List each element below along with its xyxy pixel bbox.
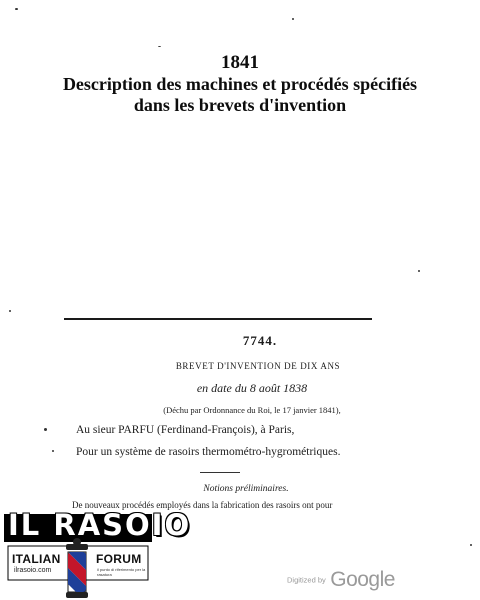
logo-site: ilrasoio.com bbox=[14, 567, 52, 574]
header-title-line-2: dans les brevets d'invention bbox=[133, 95, 347, 115]
horizontal-rule bbox=[64, 318, 372, 320]
logo-name: IL RASOIO bbox=[8, 508, 192, 542]
patent-number: 7744. bbox=[242, 333, 278, 348]
logo-tagline: il punto di riferimento per la rasatura bbox=[97, 567, 146, 577]
notions-heading: Notions préliminaires. bbox=[203, 484, 289, 494]
header-year: 1841 bbox=[221, 52, 259, 73]
scan-speck bbox=[158, 46, 161, 47]
il-rasoio-logo bbox=[4, 508, 192, 600]
scan-speck bbox=[15, 8, 18, 10]
short-divider bbox=[200, 472, 240, 473]
sieur-line: Au sieur PARFU (Ferdinand-François), à Paris, bbox=[76, 424, 295, 436]
digitized-label: Digitized by bbox=[287, 575, 326, 585]
brevet-heading: BREVET D'INVENTION DE DIX ANS bbox=[175, 361, 341, 371]
google-brand: Google bbox=[330, 568, 395, 591]
body-text-line: De nouveaux procédés employés dans la fabrication des rasoirs ont pour bbox=[72, 500, 333, 510]
scan-speck bbox=[470, 544, 472, 546]
scan-speck bbox=[44, 428, 47, 431]
date-line: en date du 8 août 1838 bbox=[196, 381, 308, 395]
scan-speck bbox=[9, 310, 11, 312]
page-header bbox=[0, 52, 480, 116]
logo-italian: ITALIAN bbox=[12, 552, 61, 566]
logo-forum: FORUM bbox=[96, 552, 142, 566]
scan-speck bbox=[52, 450, 54, 452]
header-title-line-1: Description des machines et procédés spécifiés bbox=[62, 74, 418, 94]
google-watermark bbox=[287, 568, 395, 592]
scan-speck bbox=[418, 270, 420, 272]
decheance-line: (Déchu par Ordonnance du Roi, le 17 janvier 1841), bbox=[163, 405, 341, 415]
systeme-line: Pour un système de rasoirs thermométro-hygrométriques. bbox=[76, 446, 341, 458]
scan-speck bbox=[292, 18, 294, 20]
